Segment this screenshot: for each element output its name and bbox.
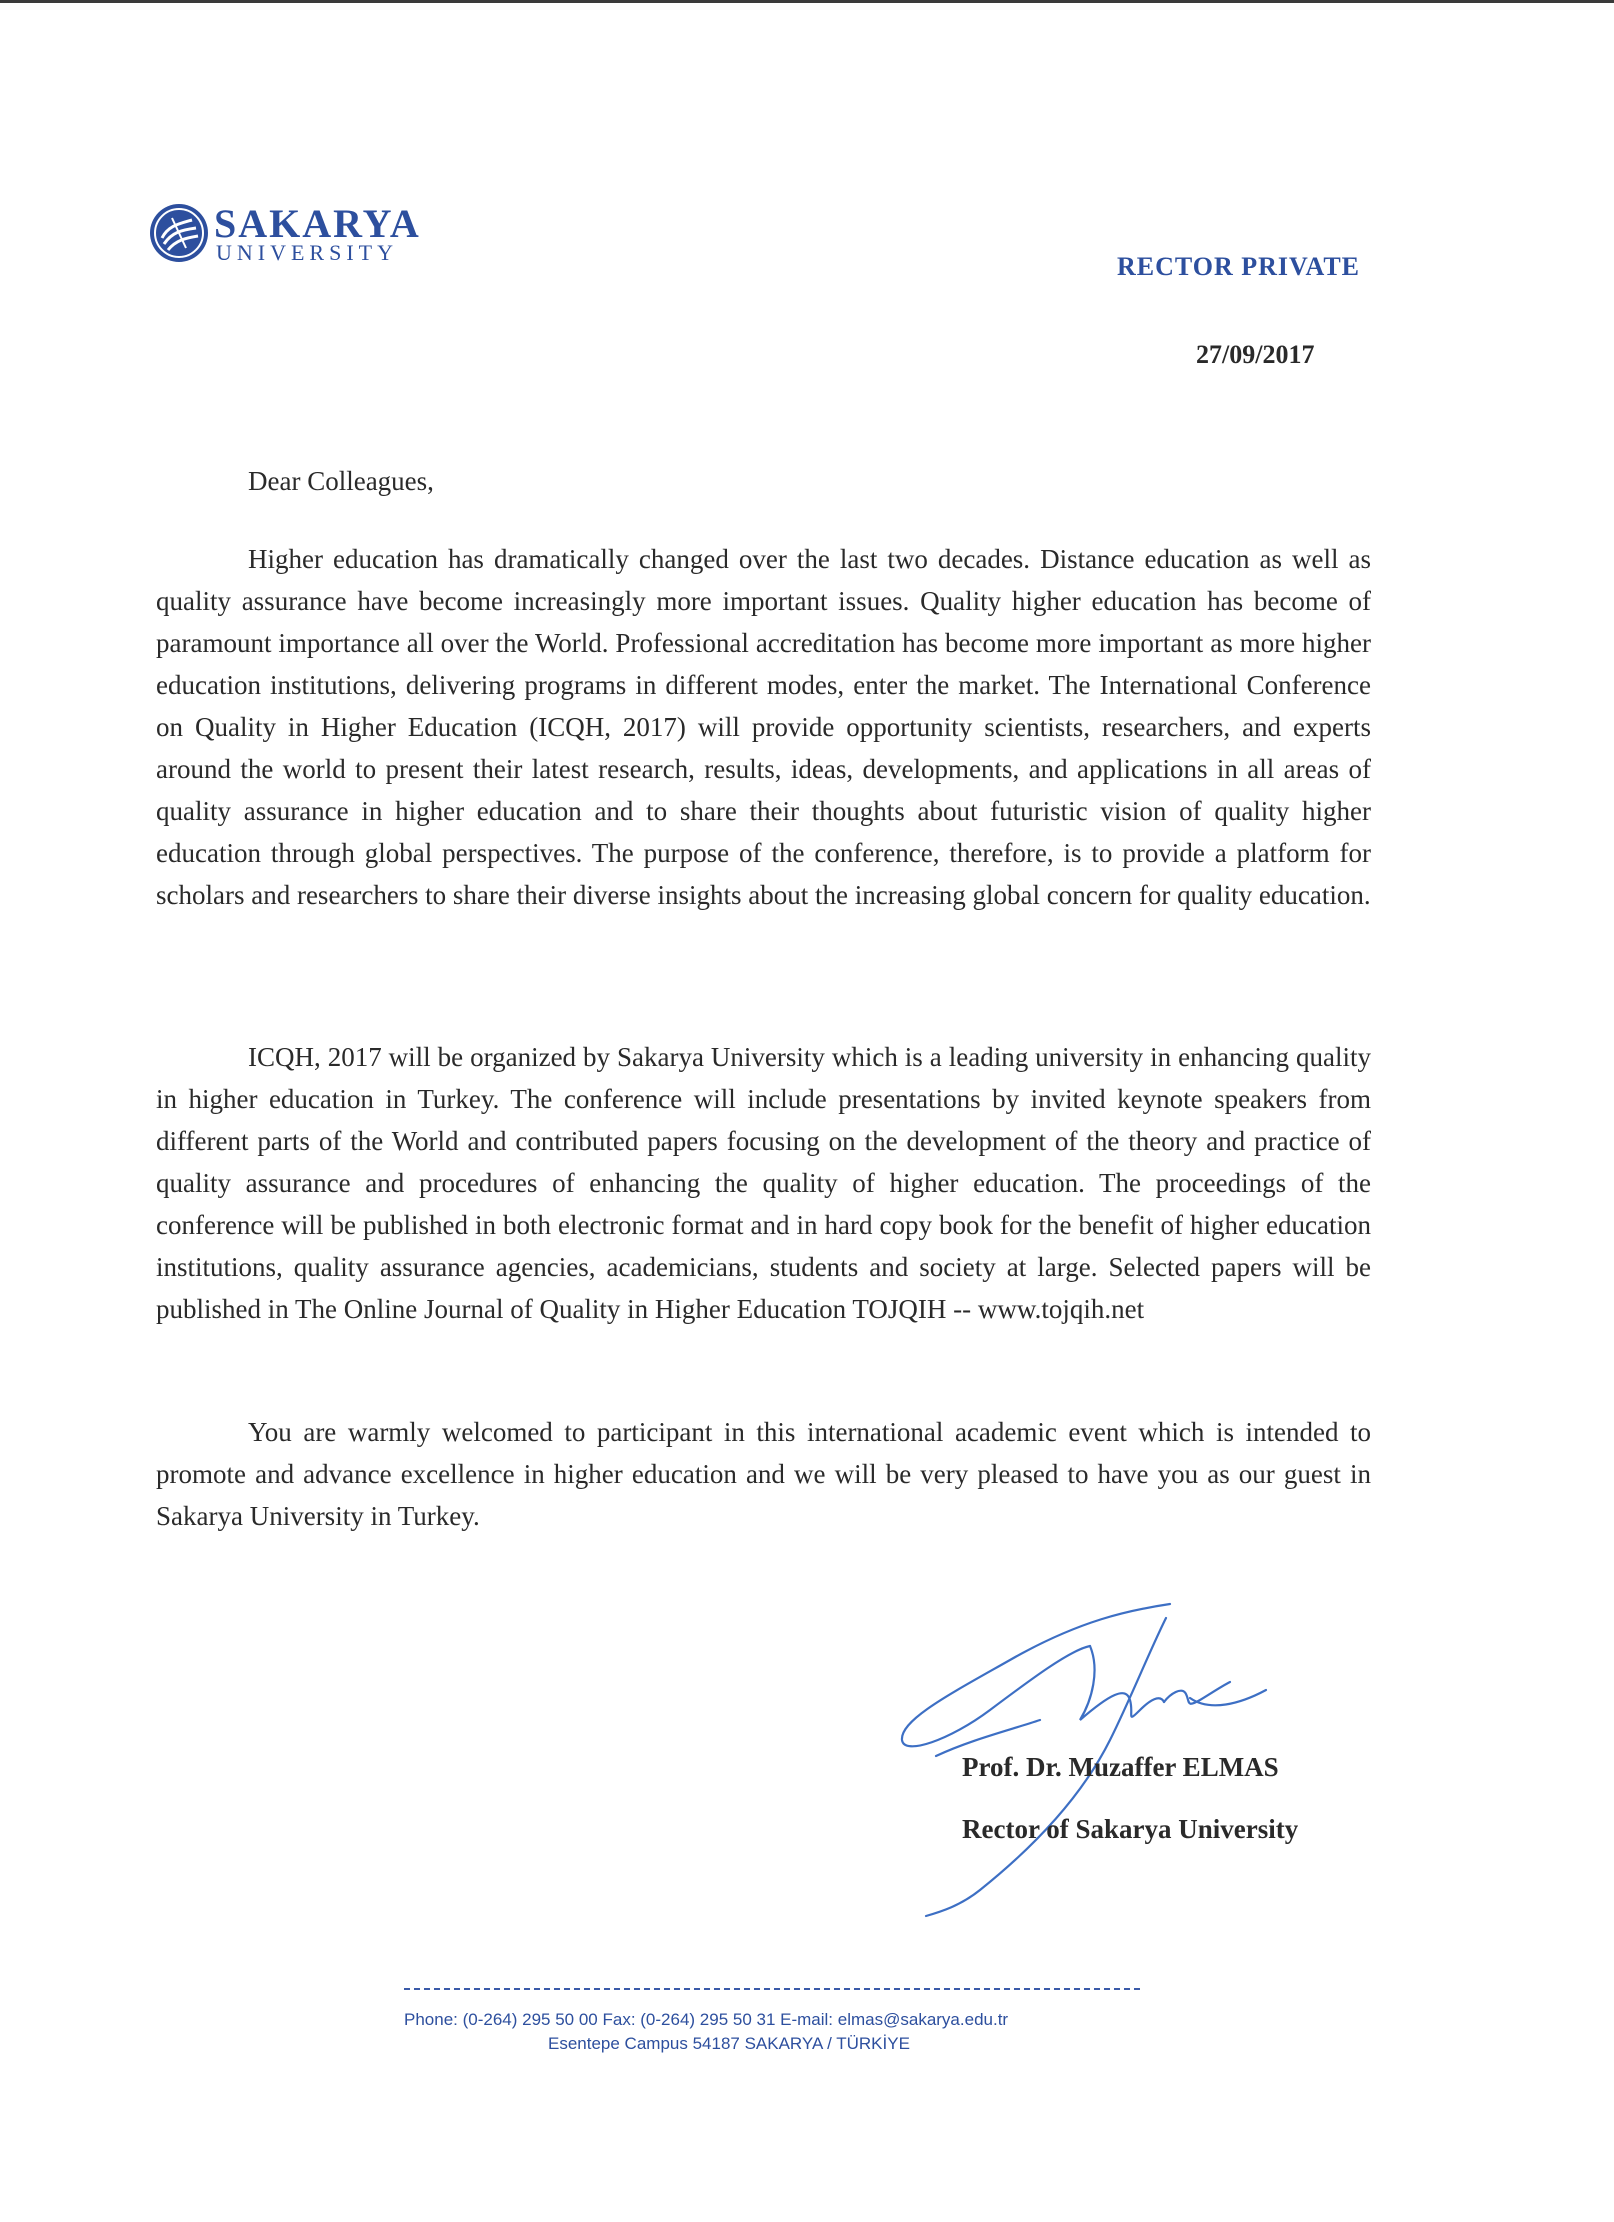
- letter-paragraph: You are warmly welcomed to participant in this international academic event which is intended to promote and advance excellence in higher education and we will be very pleased to have you as our guest in Sakarya University in Turkey.: [156, 1417, 1371, 1531]
- footer-contact-info: Phone: (0-264) 295 50 00 Fax: (0-264) 295 50 31 E-mail: elmas@sakarya.edu.tr: [404, 2010, 1009, 2029]
- letter-date: 27/09/2017: [1196, 340, 1315, 369]
- university-logo: [148, 200, 448, 280]
- logo-subtitle: UNIVERSITY: [216, 240, 398, 265]
- letter-paragraph: Higher education has dramatically changed over the last two decades. Distance education as well as quality assurance have become increasingly more important issues. Quality higher education has become of paramount importance all over the World. Professional accreditation has become more important as more higher education institutions, delivering programs in different modes, enter the market. The International Conference on Quality in Higher Education (ICQH, 2017) will provide opportunity scientists, researchers, and experts around the world to present their latest research, results, ideas, developments, and applications in all areas of quality assurance in higher education and to share their thoughts about futuristic vision of quality higher education through global perspectives. The purpose of the conference, therefore, is to provide a platform for scholars and researchers to share their diverse insights about the increasing global concern for quality education.: [156, 544, 1371, 910]
- letter-paragraph: ICQH, 2017 will be organized by Sakarya University which is a leading university in enhancing quality in higher education in Turkey. The conference will include presentations by invited keynote speakers from different parts of the World and contributed papers focusing on the development of the theory and practice of quality assurance and procedures of enhancing the quality of higher education. The proceedings of the conference will be published in both electronic format and in hard copy book for the benefit of higher education institutions, quality assurance agencies, academicians, students and society at large. Selected papers will be published in The Online Journal of Quality in Higher Education TOJQIH -- www.tojqih.net: [156, 1042, 1371, 1324]
- footer-divider: [404, 1988, 1140, 1990]
- signer-title: Rector of Sakarya University: [962, 1814, 1299, 1844]
- top-border: [0, 0, 1614, 3]
- footer-address: Esentepe Campus 54187 SAKARYA / TÜRKİYE: [548, 2034, 910, 2053]
- university-emblem-icon: [148, 202, 210, 264]
- logo-wordmark: SAKARYA: [214, 201, 421, 246]
- signer-name: Prof. Dr. Muzaffer ELMAS: [962, 1752, 1279, 1782]
- rector-private-label: RECTOR PRIVATE: [1117, 252, 1360, 281]
- salutation: Dear Colleagues,: [248, 466, 434, 496]
